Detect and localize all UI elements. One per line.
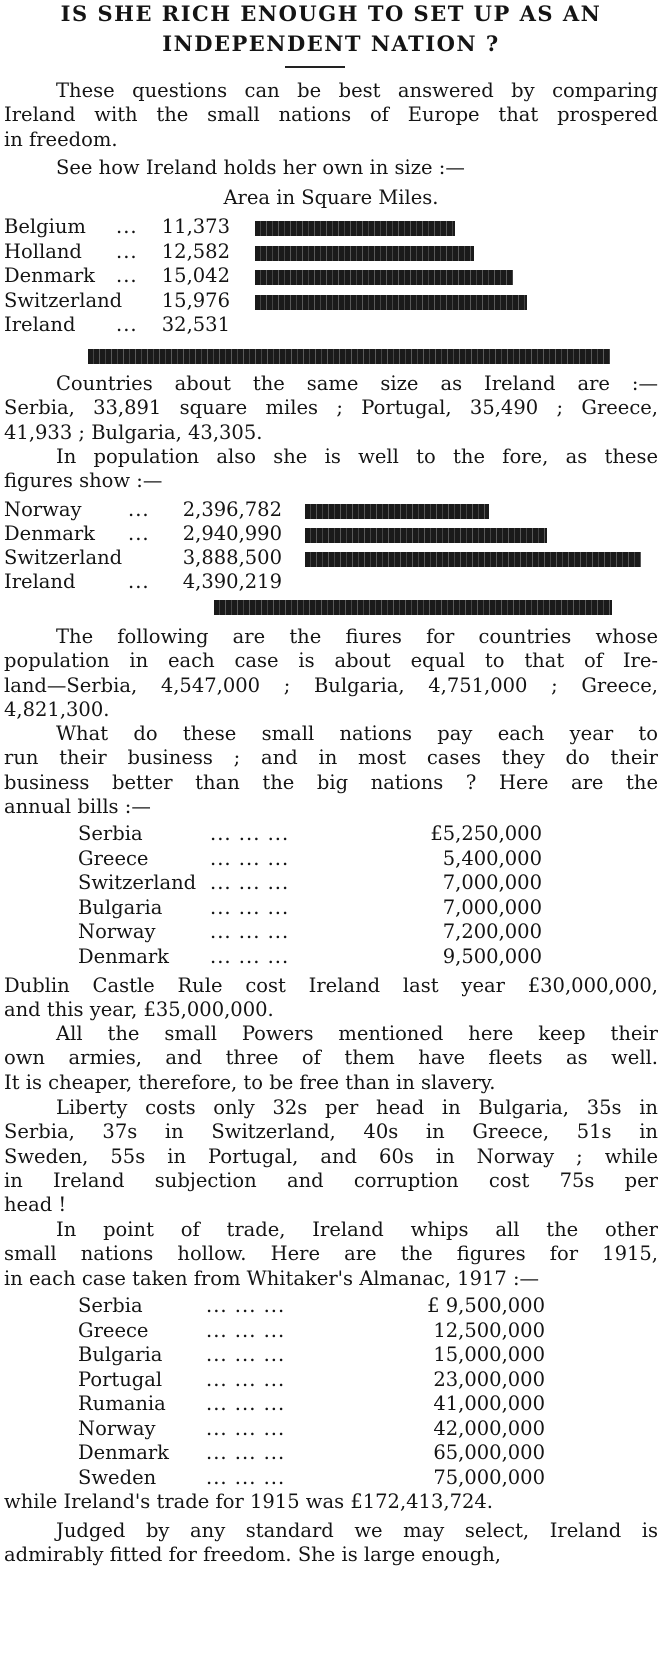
- bills-dots: ... ... ...: [210, 846, 290, 870]
- area-bar: [255, 295, 527, 310]
- bills-dots: ... ... ...: [210, 822, 290, 845]
- armies-paragraph-line: All the small Powers mentioned here keep their: [56, 1022, 658, 1045]
- liberty-paragraph-line: in Ireland subjection and corruption cost 75s per: [4, 1168, 658, 1192]
- armies-paragraph-line: It is cheaper, therefore, to be free than in slavery.: [4, 1070, 496, 1094]
- size-paragraph-line: Serbia, 33,891 square miles ; Portugal, 35,490 ; Greece,: [4, 396, 658, 420]
- trade-country-name: Serbia: [78, 1294, 143, 1317]
- armies-paragraph-line: own armies, and three of them have fleets as well.: [4, 1046, 658, 1070]
- bills-intro-line: business better than the big nations ? Here are the: [4, 770, 658, 794]
- bills-intro-line: annual bills :—: [4, 794, 151, 818]
- trade-value: 12,500,000: [433, 1318, 545, 1342]
- trade-value: 15,000,000: [433, 1343, 545, 1366]
- area-bar: [255, 221, 455, 236]
- trade-country-name: Rumania: [78, 1392, 166, 1415]
- trade-value: 65,000,000: [433, 1441, 545, 1464]
- population-bar: [305, 504, 489, 519]
- intro-paragraph-line: Ireland with the small nations of Europe that prospered: [4, 103, 658, 127]
- population-bar: [305, 528, 547, 543]
- bills-value: 7,000,000: [442, 871, 542, 894]
- trade-dots: ... ... ...: [206, 1367, 286, 1391]
- population-paragraph-line: The following are the fiures for countries whose: [56, 625, 658, 648]
- bills-intro-line: run their business ; and in most cases they do their: [4, 746, 658, 770]
- trade-country-name: Portugal: [78, 1367, 163, 1391]
- trade-dots: ... ... ...: [206, 1318, 286, 1342]
- area-value: 11,373: [161, 215, 230, 238]
- bills-dots: ... ... ...: [210, 920, 290, 943]
- area-dots: ...: [116, 313, 138, 336]
- trade-value: 41,000,000: [433, 1392, 545, 1415]
- area-country-name: Holland: [4, 240, 82, 263]
- area-value: 12,582: [161, 240, 230, 263]
- trade-intro-line: in each case taken from Whitaker's Almanac, 1917 :—: [4, 1266, 540, 1290]
- population-bar: [305, 552, 641, 567]
- castle-paragraph-line: Dublin Castle Rule cost Ireland last year £30,000,000,: [4, 974, 658, 997]
- liberty-paragraph-line: Serbia, 37s in Switzerland, 40s in Greece, 51s in: [4, 1120, 658, 1144]
- population-paragraph-line: 4,821,300.: [4, 697, 110, 721]
- area-bar: [255, 270, 513, 285]
- area-caption: Area in Square Miles.: [223, 186, 439, 209]
- population-country-name: Ireland: [4, 570, 76, 593]
- bills-intro-line: What do these small nations pay each year to: [56, 722, 658, 745]
- size-paragraph-line: 41,933 ; Bulgaria, 43,305.: [4, 420, 263, 444]
- population-bar: [214, 600, 612, 615]
- trade-dots: ... ... ...: [206, 1294, 286, 1317]
- trade-value: 75,000,000: [433, 1465, 545, 1489]
- headline-line-2: INDEPENDENT NATION ?: [162, 31, 500, 56]
- trade-dots: ... ... ...: [206, 1465, 286, 1489]
- area-dots: ...: [116, 240, 138, 263]
- area-country-name: Denmark: [4, 264, 95, 287]
- headline-line-1: IS SHE RICH ENOUGH TO SET UP AS AN: [60, 1, 602, 26]
- trade-dots: ... ... ...: [206, 1392, 286, 1415]
- trade-country-name: Denmark: [78, 1441, 169, 1464]
- castle-paragraph-line: and this year, £35,000,000.: [4, 998, 274, 1022]
- bills-value: 7,200,000: [442, 920, 542, 943]
- area-value: 32,531: [161, 313, 230, 336]
- intro-paragraph-line: These questions can be best answered by comparing: [56, 79, 658, 102]
- trade-country-name: Bulgaria: [78, 1343, 163, 1366]
- liberty-paragraph-line: Sweden, 55s in Portugal, and 60s in Norway ; while: [4, 1144, 658, 1168]
- population-intro-line: In population also she is well to the fore, as these: [56, 445, 658, 468]
- bills-country-name: Switzerland: [78, 871, 197, 894]
- area-bar: [88, 349, 610, 364]
- trade-value: 23,000,000: [433, 1367, 545, 1391]
- intro-paragraph-line: in freedom.: [4, 127, 118, 151]
- size-paragraph-line: Countries about the same size as Ireland are :—: [56, 372, 658, 395]
- bills-value: 5,400,000: [442, 846, 542, 870]
- population-intro-line: figures show :—: [4, 469, 163, 493]
- trade-value: £ 9,500,000: [427, 1294, 545, 1317]
- population-dots: ...: [128, 498, 150, 521]
- population-country-name: Denmark: [4, 522, 95, 545]
- bills-dots: ... ... ...: [210, 871, 290, 894]
- population-value: 2,396,782: [182, 498, 282, 521]
- population-dots: ...: [128, 522, 150, 545]
- population-value: 3,888,500: [182, 546, 282, 569]
- trade-value: 42,000,000: [433, 1416, 545, 1440]
- bills-dots: ... ... ...: [210, 895, 290, 919]
- trade-dots: ... ... ...: [206, 1343, 286, 1366]
- closing-paragraph-line: admirably fitted for freedom. She is large enough,: [4, 1543, 501, 1567]
- bills-dots: ... ... ...: [210, 944, 290, 968]
- population-paragraph-line: land—Serbia, 4,547,000 ; Bulgaria, 4,751,000 ; Greece,: [4, 673, 658, 697]
- trade-dots: ... ... ...: [206, 1441, 286, 1464]
- area-value: 15,042: [161, 264, 230, 287]
- population-dots: ...: [128, 570, 150, 593]
- liberty-paragraph-line: head !: [4, 1193, 67, 1217]
- bills-value: £5,250,000: [430, 822, 542, 845]
- liberty-paragraph-line: Liberty costs only 32s per head in Bulgaria, 35s in: [56, 1096, 658, 1119]
- area-dots: ...: [116, 215, 138, 238]
- bills-country-name: Serbia: [78, 822, 143, 845]
- population-value: 2,940,990: [182, 522, 282, 545]
- trade-country-name: Greece: [78, 1318, 149, 1342]
- closing-paragraph-line: Judged by any standard we may select, Ireland is: [56, 1519, 658, 1542]
- bills-country-name: Norway: [78, 920, 156, 943]
- trade-total: while Ireland's trade for 1915 was £172,413,724.: [4, 1490, 493, 1513]
- area-value: 15,976: [161, 289, 230, 312]
- trade-intro-line: small nations hollow. Here are the figures for 1915,: [4, 1242, 658, 1266]
- trade-intro-line: In point of trade, Ireland whips all the other: [56, 1218, 658, 1241]
- trade-dots: ... ... ...: [206, 1416, 286, 1440]
- title-rule: [285, 66, 345, 68]
- trade-country-name: Norway: [78, 1416, 156, 1440]
- area-country-name: Belgium: [4, 215, 86, 238]
- population-country-name: Switzerland: [4, 546, 123, 569]
- population-paragraph-line: population in each case is about equal to that of Ire-: [4, 649, 658, 673]
- bills-value: 7,000,000: [442, 895, 542, 919]
- bills-value: 9,500,000: [442, 944, 542, 968]
- size-intro: See how Ireland holds her own in size :—: [56, 156, 465, 179]
- bills-country-name: Denmark: [78, 944, 169, 968]
- area-dots: ...: [116, 264, 138, 287]
- trade-country-name: Sweden: [78, 1465, 157, 1489]
- area-country-name: Switzerland: [4, 289, 123, 312]
- area-country-name: Ireland: [4, 313, 76, 336]
- population-country-name: Norway: [4, 498, 82, 521]
- bills-country-name: Bulgaria: [78, 895, 163, 919]
- population-value: 4,390,219: [182, 570, 282, 593]
- bills-country-name: Greece: [78, 846, 149, 870]
- area-bar: [255, 246, 474, 261]
